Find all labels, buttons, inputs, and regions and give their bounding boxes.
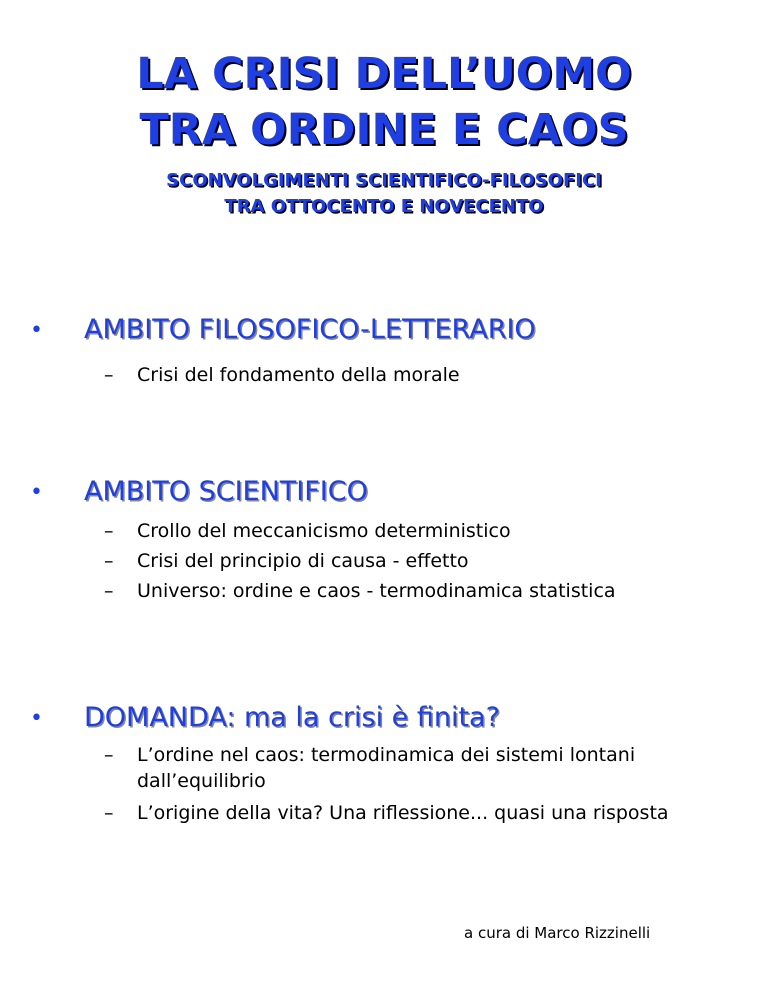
section-heading-text: DOMANDA: ma la crisi è finita? <box>84 702 500 733</box>
section-question <box>0 698 768 828</box>
list-item <box>0 798 737 828</box>
list-item <box>0 516 737 546</box>
bullet-icon: • <box>30 480 43 505</box>
author-credit: a cura di Marco Rizzinelli <box>464 924 651 942</box>
bullet-icon: • <box>30 318 43 343</box>
bullet-icon: • <box>30 706 43 731</box>
list-item-text: Crisi del fondamento della morale <box>137 364 460 386</box>
list-item <box>0 360 737 390</box>
section-heading <box>0 698 768 742</box>
dash-icon: – <box>104 580 114 602</box>
subtitle <box>0 168 768 220</box>
title <box>0 46 768 158</box>
section-heading-text: AMBITO SCIENTIFICO <box>84 476 368 507</box>
dash-icon: – <box>104 550 114 572</box>
list-item-text: L’origine della vita? Una riflessione... quasi una risposta <box>137 802 669 824</box>
section-philosophical-literary <box>0 310 768 390</box>
dash-icon: – <box>104 744 114 766</box>
list-item <box>0 546 737 576</box>
list-item-text: L’ordine nel caos: termodinamica dei sistemi lontani dall’equilibrio <box>137 744 636 792</box>
section-items <box>0 516 768 606</box>
list-item-text: Crollo del meccanicismo deterministico <box>137 520 511 542</box>
section-items <box>0 360 768 390</box>
section-heading <box>0 310 768 354</box>
list-item <box>0 742 737 798</box>
subtitle-line-1: SCONVOLGIMENTI SCIENTIFICO-FILOSOFICI <box>166 170 602 191</box>
section-heading-text: AMBITO FILOSOFICO-LETTERARIO <box>84 314 536 345</box>
section-items <box>0 742 768 828</box>
dash-icon: – <box>104 364 114 386</box>
list-item <box>0 576 737 606</box>
list-item-text: Universo: ordine e caos - termodinamica statistica <box>137 580 616 602</box>
section-scientific <box>0 472 768 606</box>
dash-icon: – <box>104 520 114 542</box>
title-line-2: TRA ORDINE E CAOS <box>139 105 629 155</box>
list-item-text: Crisi del principio di causa - effetto <box>137 550 469 572</box>
title-line-1: LA CRISI DELL’UOMO <box>136 49 632 99</box>
section-heading <box>0 472 768 516</box>
dash-icon: – <box>104 802 114 824</box>
subtitle-line-2: TRA OTTOCENTO E NOVECENTO <box>224 196 544 217</box>
